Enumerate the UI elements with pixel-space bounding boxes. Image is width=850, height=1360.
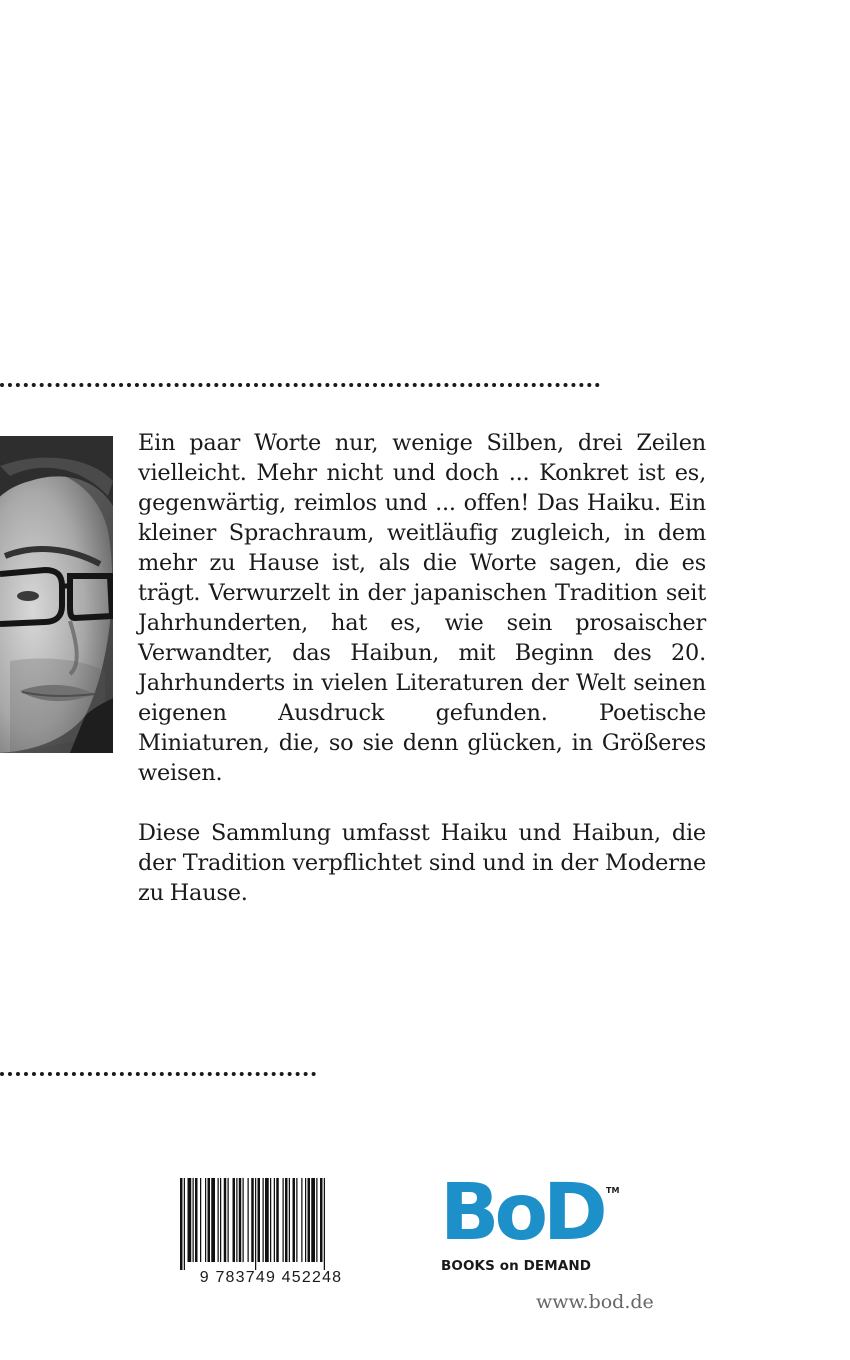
barcode-bar (218, 1178, 219, 1262)
barcode-bar (305, 1178, 306, 1262)
barcode-bar (276, 1178, 279, 1262)
barcode-bar (233, 1178, 236, 1262)
barcode-bar (200, 1178, 201, 1262)
barcode-bar (289, 1178, 290, 1262)
barcode-bar (236, 1178, 237, 1262)
isbn-barcode (160, 1178, 382, 1286)
barcode-bar (220, 1178, 221, 1262)
barcode-bar (324, 1178, 325, 1270)
barcode-bar (258, 1178, 261, 1262)
barcode-bar (270, 1178, 271, 1262)
back-cover-blurb (138, 428, 706, 908)
barcode-bar (296, 1178, 297, 1262)
publisher-logo (440, 1168, 630, 1278)
top-dotted-divider (0, 383, 600, 387)
isbn-number: 9 783749 452248 (199, 1269, 343, 1286)
barcode-bar (193, 1178, 194, 1262)
barcode-bar (243, 1178, 244, 1262)
bottom-dotted-divider (0, 1072, 316, 1076)
publisher-tagline: BOOKS on DEMAND (441, 1258, 592, 1274)
barcode-bar (301, 1178, 302, 1262)
barcode-bar (274, 1178, 275, 1262)
barcode-bar (320, 1178, 323, 1262)
barcode-bar (180, 1178, 183, 1270)
barcode-bar (308, 1178, 311, 1262)
barcode-bar (285, 1178, 288, 1262)
bod-wordmark: BoD (440, 1168, 603, 1258)
barcode-bar (293, 1178, 296, 1262)
barcode-bar (316, 1178, 317, 1262)
barcode-bar (205, 1178, 206, 1262)
blurb-paragraph: Ein paar Worte nur, wenige Silben, drei Zeilen vielleicht. Mehr nicht und doch ... Konkret ist es, gegenwärtig, reimlos und ... offen! Das Haiku. Ein kleiner Sprachraum, weitläufig zugleich, in dem mehr zu Hause ist, als die Worte sagen, die es trägt. Verwurzelt in der japanischen Tradition seit Jahrhunderten, hat es, wie sein prosaischer Verwandter, das Haibun, mit Beginn des 20. Jahrhunderts in vielen Literaturen der Welt seinen eigenen Ausdruck gefunden. Poetische Miniaturen, die, so sie denn glücken, in Größeres weisen. (138, 430, 706, 786)
publisher-website: www.bod.de (536, 1291, 654, 1313)
barcode-bar (283, 1178, 284, 1262)
barcode-bar (184, 1178, 185, 1270)
barcode-bar (188, 1178, 192, 1262)
trademark-symbol: TM (606, 1186, 620, 1195)
barcode-bar (224, 1178, 227, 1262)
barcode-bar (248, 1178, 249, 1262)
author-photo-icon (0, 436, 113, 753)
barcode-bar (228, 1178, 229, 1262)
barcode-bar (255, 1178, 256, 1270)
barcode-bar (263, 1178, 264, 1262)
barcode-bar (239, 1178, 242, 1262)
barcode-bar (265, 1178, 269, 1262)
barcode-bars-icon (160, 1178, 382, 1286)
barcode-bar (251, 1178, 254, 1262)
barcode-bar (195, 1178, 198, 1262)
barcode-bar (311, 1178, 315, 1262)
barcode-bar (211, 1178, 215, 1262)
barcode-bar (208, 1178, 211, 1262)
blurb-paragraph: Diese Sammlung umfasst Haiku und Haibun, die der Tradition verpflichtet sind und in der Moderne zu Hause. (138, 820, 706, 906)
